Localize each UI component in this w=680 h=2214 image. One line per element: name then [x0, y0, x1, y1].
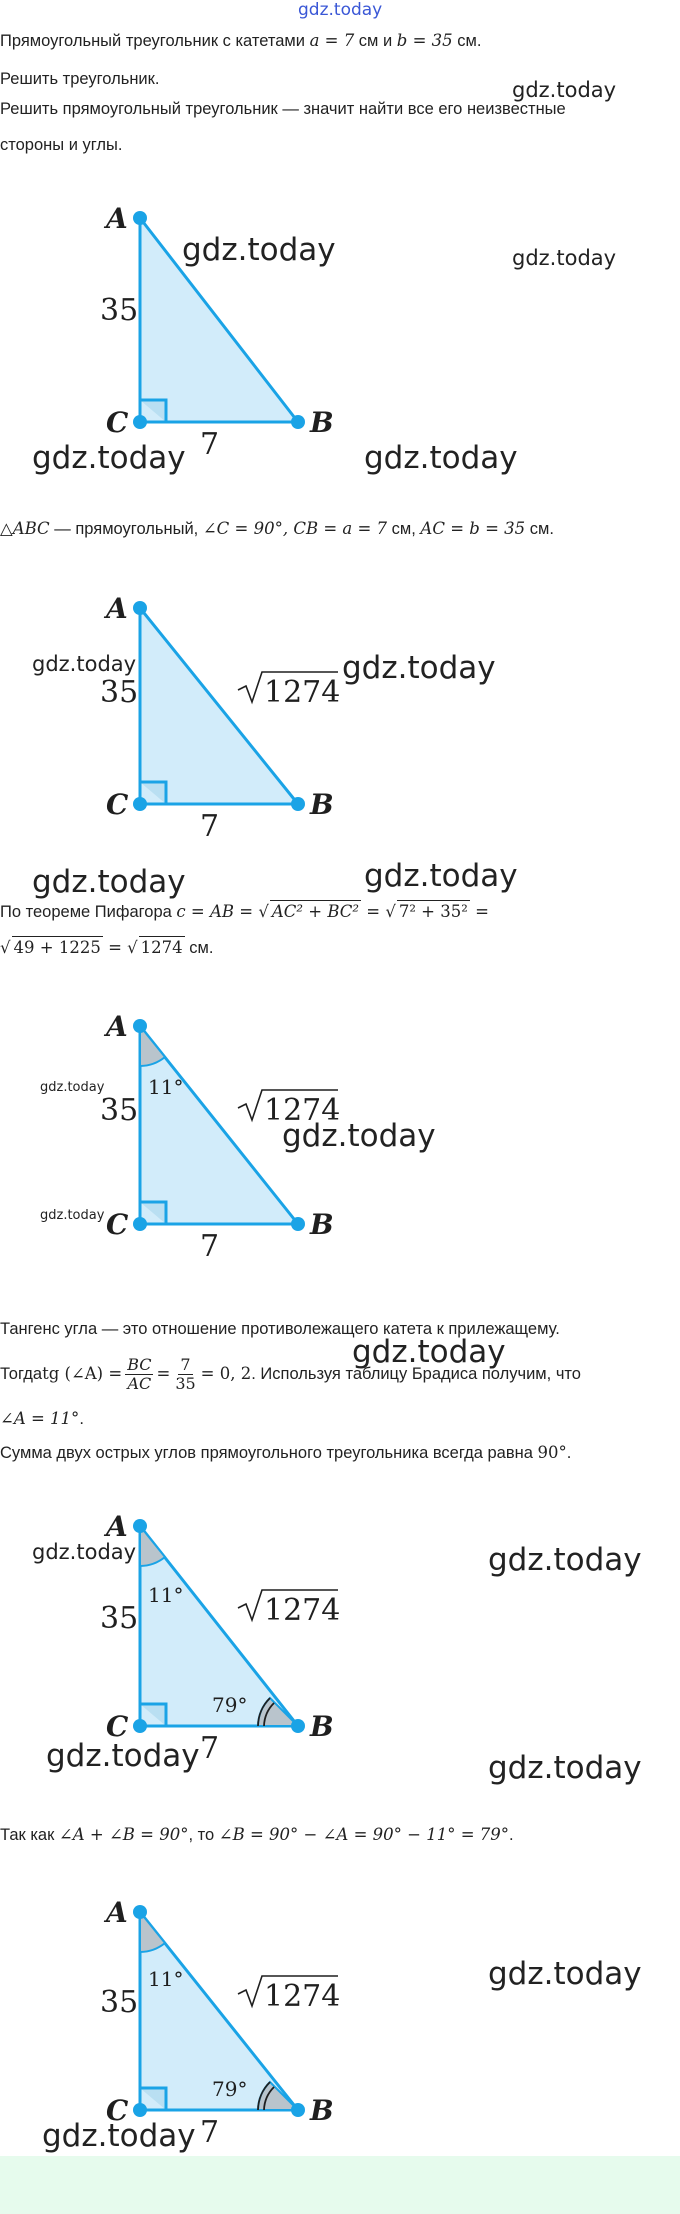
label-35: 35	[100, 675, 139, 710]
sum-end: .	[566, 1444, 572, 1462]
math-a: a = 7	[309, 31, 355, 50]
vertex-b-dot	[291, 1217, 305, 1231]
watermark: gdz.today	[512, 246, 617, 270]
watermark: gdz.today	[40, 1080, 105, 1095]
sum-text: Сумма двух острых углов прямоугольного треугольника всегда равна	[0, 1444, 538, 1462]
watermark: gdz.today	[512, 78, 617, 102]
label-angle-a: 11°	[148, 1583, 184, 1607]
final-text-b: , то	[188, 1826, 219, 1844]
tangent-formula	[0, 1354, 581, 1394]
label-hypotenuse: 1274	[264, 1093, 341, 1128]
angle-a-arc	[140, 1026, 165, 1066]
label-hypotenuse: 1274	[264, 1979, 341, 2014]
summary-band	[0, 2156, 680, 2214]
watermark: gdz.today	[342, 650, 496, 686]
problem-text-2: см и	[354, 32, 397, 50]
math-radical-4: 1274	[140, 938, 183, 957]
math-b: b = 35	[396, 31, 453, 50]
watermark: gdz.today	[364, 440, 518, 476]
label-7: 7	[200, 809, 220, 844]
math-triangle: △ABC	[0, 519, 50, 538]
pyth-end: см.	[184, 939, 214, 957]
frac-num: 7	[180, 1354, 191, 1374]
label-a: A	[106, 202, 128, 235]
label-a: A	[106, 1010, 128, 1043]
vertex-c-dot	[133, 415, 147, 429]
watermark: gdz.today	[42, 2118, 196, 2154]
given-text-b: см,	[387, 520, 421, 538]
label-35: 35	[100, 293, 139, 328]
label-hypotenuse: 1274	[264, 1593, 341, 1628]
vertex-a-dot	[133, 1519, 147, 1533]
frac-num: BC	[127, 1354, 152, 1374]
watermark: gdz.today	[352, 1334, 506, 1370]
math-angle-b: ∠B = 90° − ∠A = 90° − 11° = 79°	[218, 1825, 510, 1844]
label-angle-b: 79°	[212, 1693, 248, 1717]
explanation-line-2: стороны и углы.	[0, 136, 123, 154]
final-text: Так как	[0, 1826, 59, 1844]
label-35: 35	[100, 1601, 139, 1636]
vertex-c-dot	[133, 1719, 147, 1733]
angle-a-arc	[140, 1912, 165, 1952]
vertex-c-dot	[133, 1217, 147, 1231]
math-angle-c: ∠C = 90°, CB = a = 7	[202, 519, 388, 538]
math-radical-2: 7² + 35²	[398, 902, 468, 921]
frac-den: AC	[127, 1373, 152, 1393]
math-c: c = AB =	[176, 902, 259, 921]
watermark: gdz.today	[40, 1208, 105, 1223]
fraction-bc-ac	[125, 1356, 153, 1393]
math-eq: =	[360, 902, 386, 921]
angle-a-result	[0, 1408, 84, 1430]
label-c: C	[106, 406, 129, 439]
watermark: gdz.today	[32, 652, 137, 676]
vertex-b-dot	[291, 1719, 305, 1733]
label-7: 7	[200, 427, 220, 462]
watermark: gdz.today	[364, 858, 518, 894]
watermark: gdz.today	[488, 1956, 642, 1992]
vertex-b-dot	[291, 2103, 305, 2117]
explanation-line-1: Решить прямоугольный треугольник — значит найти все его неизвестные	[0, 100, 566, 118]
vertex-c-dot	[133, 2103, 147, 2117]
triangle-figure-2	[0, 580, 680, 860]
vertex-a-dot	[133, 211, 147, 225]
math-tan: tg (∠A) =	[42, 1364, 123, 1383]
math-eq-2: =	[469, 902, 489, 921]
label-b: B	[310, 1710, 334, 1743]
watermark: gdz.today	[182, 232, 336, 268]
label-c: C	[106, 1208, 129, 1241]
label-7: 7	[200, 2115, 220, 2150]
vertex-a-dot	[133, 1019, 147, 1033]
pythagoras-line-2: √ 49 + 1225 = √ 1274 см.	[0, 938, 214, 957]
math-value: = 0, 2	[200, 1364, 252, 1383]
final-end: .	[509, 1826, 514, 1844]
watermark: gdz.today	[488, 1750, 642, 1786]
label-hypotenuse: 1274	[264, 675, 341, 710]
math-eq: =	[156, 1364, 171, 1383]
angle-sum-text	[0, 1442, 571, 1464]
math-ac: AC = b = 35	[420, 519, 526, 538]
math-radical-1: AC² + BC²	[271, 902, 359, 921]
label-angle-a: 11°	[148, 1967, 184, 1991]
watermark: gdz.today	[32, 440, 186, 476]
angle-a-end: .	[79, 1410, 84, 1428]
watermark: gdz.today	[46, 1738, 200, 1774]
frac-den: 35	[175, 1373, 196, 1393]
label-a: A	[106, 592, 128, 625]
vertex-a-dot	[133, 601, 147, 615]
label-c: C	[106, 1710, 129, 1743]
vertex-b-dot	[291, 797, 305, 811]
math-eq-3: =	[102, 938, 128, 957]
math-sum: ∠A + ∠B = 90°	[58, 1825, 189, 1844]
vertex-c-dot	[133, 797, 147, 811]
label-c: C	[106, 788, 129, 821]
vertex-a-dot	[133, 1905, 147, 1919]
label-b: B	[310, 2094, 334, 2127]
problem-text: Прямоугольный треугольник с катетами	[0, 32, 310, 50]
fraction-7-35	[173, 1356, 197, 1393]
tan-tail: . Используя таблицу Брадиса получим, что	[251, 1365, 581, 1383]
watermark: gdz.today	[32, 1540, 137, 1564]
watermark: gdz.today	[488, 1542, 642, 1578]
given-text-e: см.	[525, 520, 554, 538]
tan-lead: Тогда	[0, 1365, 43, 1383]
pyth-text: По теореме Пифагора	[0, 903, 177, 921]
label-a: A	[106, 1510, 128, 1543]
label-b: B	[310, 788, 334, 821]
label-35: 35	[100, 1985, 139, 2020]
tangent-definition: Тангенс угла — это отношение противолежащего катета к прилежащему.	[0, 1320, 560, 1338]
label-c: C	[106, 2094, 129, 2127]
task-text: Решить треугольник.	[0, 70, 160, 88]
label-35: 35	[100, 1093, 139, 1128]
site-logo[interactable]: gdz.today	[298, 0, 383, 20]
label-angle-a: 11°	[148, 1075, 184, 1099]
label-a: A	[106, 1896, 128, 1929]
problem-text-3: см.	[452, 32, 482, 50]
watermark: gdz.today	[32, 864, 186, 900]
given-text-a: — прямоугольный,	[49, 520, 203, 538]
math-radical-3: 49 + 1225	[13, 938, 101, 957]
given-text	[0, 518, 554, 540]
math-90: 90°	[537, 1443, 567, 1462]
vertex-b-dot	[291, 415, 305, 429]
label-angle-b: 79°	[212, 2077, 248, 2101]
label-7: 7	[200, 1229, 220, 1264]
label-b: B	[310, 406, 334, 439]
final-conclusion	[0, 1824, 514, 1846]
math-angle-a: ∠A = 11°	[0, 1409, 80, 1428]
watermark: gdz.today	[282, 1118, 436, 1154]
pythagoras-line-1: По теореме Пифагора c = AB = √ AC² + BC² = √ 7² + 35² =	[0, 902, 489, 921]
angle-a-arc	[140, 1526, 165, 1566]
label-b: B	[310, 1208, 334, 1241]
label-7: 7	[200, 1731, 220, 1766]
problem-statement	[0, 30, 481, 52]
